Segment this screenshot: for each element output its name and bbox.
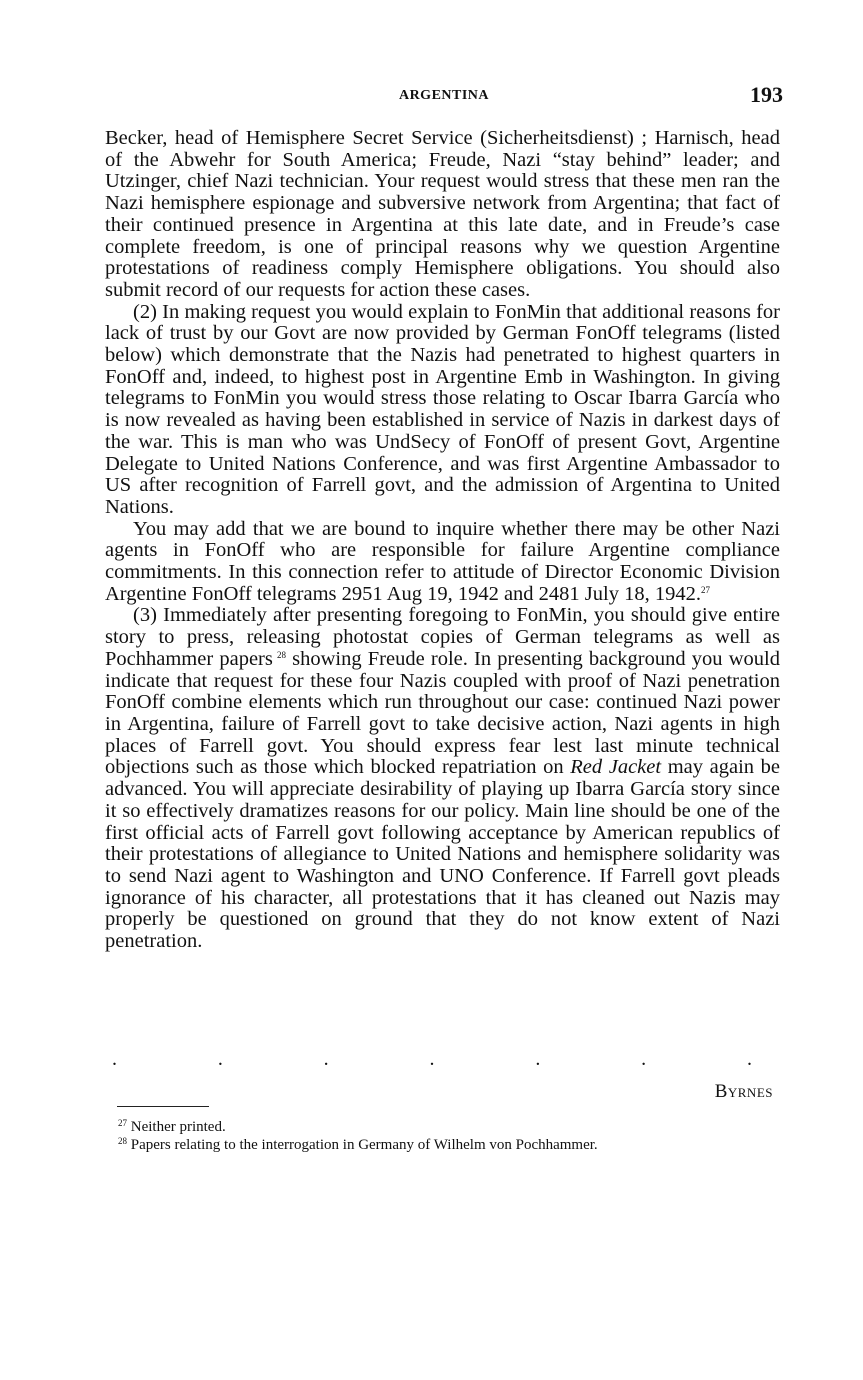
ellipsis-dot: . [746, 1048, 752, 1070]
ellipsis-dot: . [641, 1048, 647, 1070]
ship-name-italic: Red Jacket [570, 756, 662, 779]
footnote-mark: 27 [118, 1118, 127, 1128]
body-text [105, 128, 780, 953]
ellipsis-dot: . [323, 1048, 329, 1070]
page-number: 193 [750, 82, 783, 107]
running-head [105, 82, 783, 112]
ellipsis-dot: . [429, 1048, 435, 1070]
ellipsis-dot: . [535, 1048, 541, 1070]
footnotes [118, 1118, 798, 1154]
paragraph-4-text-a: (3) Immediately after presenting foregoing to FonMin, you should give entire story to press, releasing photostat copies of German telegrams as well as Pochhammer papers [105, 604, 780, 670]
paragraph-2: (2) In making request you would explain to FonMin that additional reasons for lack of trust by our Govt are now provided by German FonOff telegrams (listed below) which demonstrate that the Nazis had penetrated to highest quarters in FonOff and, indeed, to highest post in Argentine Emb in Washington. In giving telegrams to FonMin you would stress those relating to Oscar Ibarra García who is now revealed as having been established in service of Nazis in darkest days of the war. This is man who was UndSecy of FonOff of present Govt, Argentine Delegate to United Nations Conference, and was first Argentine Ambassador to US after recognition of Farrell govt, and the admission of Argentina to United Nations. [105, 300, 780, 518]
footnote-text: Papers relating to the interrogation in Germany of Wilhelm von Pochhammer. [130, 1137, 598, 1153]
footnote [118, 1118, 798, 1136]
footnote-text: Neither printed. [130, 1119, 226, 1135]
footnote [118, 1136, 798, 1154]
footnote-ref-27: 27 [700, 584, 710, 595]
paragraph-3 [105, 519, 780, 606]
paragraph-4-text-c: may again be advanced. You will appreciate desirability of playing up Ibarra García story since it so effectively dramatizes reasons for our policy. Main line should be one of the first official acts of Farrell govt following acceptance by American republics of their protestations of allegiance to United Nations and hemisphere solidarity was to send Nazi agent to Washington and UNO Conference. If Farrell govt pleads ignorance of his character, all protestations that it has cleaned out Nazis may properly be questioned on ground that they do not know extent of Nazi penetration. [105, 756, 780, 953]
omission-ellipsis [112, 1048, 752, 1071]
paragraph-3-text: You may add that we are bound to inquire whether there may be other Nazi agents in FonOff who are responsible for failure Argentine compliance commitments. In this connection refer to attitude of Director Economic Division Argentine FonOff telegrams 2951 Aug 19, 1942 and 2481 July 18, 1942. [105, 517, 780, 605]
paragraph-4-text-b: showing Freude role. In presenting background you would indicate that request for these four Nazis coupled with proof of Nazi penetration FonOff combine elements which run throughout our case: continued Nazi power in Argentina, failure of Farrell govt to take decisive action, Nazi agents in high places of Farrell govt. You should express fear lest last minute technical objections such as those which blocked repatriation on [105, 647, 780, 779]
ellipsis-dot: . [217, 1048, 223, 1070]
running-title: ARGENTINA [398, 88, 490, 103]
footnote-mark: 28 [118, 1136, 127, 1146]
signature: Byrnes [714, 1081, 773, 1102]
paragraph-continuation: Becker, head of Hemisphere Secret Service (Sicherheitsdienst) ; Harnisch, head of the Abwehr for South America; Freude, Nazi “stay behind” leader; and Utzinger, chief Nazi technician. Your request would stress that these men ran the Nazi hemisphere espionage and subversive network from Argentina; that fact of their continued presence in Argentina at this late date, and in Freude’s case complete freedom, is one of principal reasons why we question Argentine protestations of readiness comply Hemisphere obligations. You should also submit record of our requests for action these cases. [105, 127, 780, 301]
paragraph-4 [105, 605, 780, 952]
footnote-ref-28: 28 [276, 649, 286, 660]
ellipsis-dot: . [112, 1048, 117, 1070]
footnote-divider [117, 1106, 209, 1107]
